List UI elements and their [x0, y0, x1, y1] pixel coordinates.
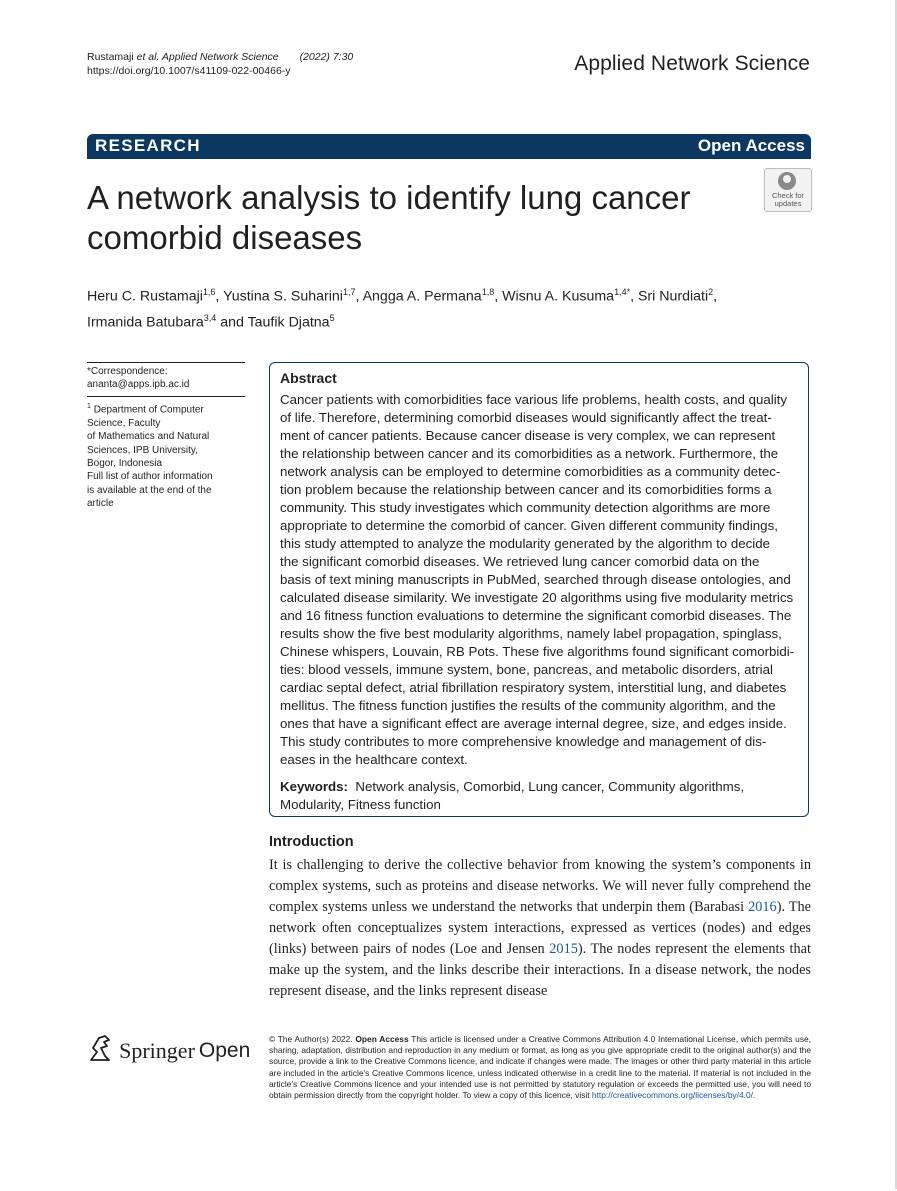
license-text: This article is licensed under a Creative Commons Attribution 4.0 International License, which permits use, sharing, adaptation, distribution and reproduction in any medium or format, as long as you give appropriate credit to the original author(s) and the source, provide a link to the Creative Commons licence, and indicate if changes were made. The images or other third party material in this article are included in the article’s Creative Commons licence, unless indicated otherwise in a credit line to the material. If material is not included in the article’s Creative Commons licence and your intended use is not permitted by statutory regulation or exceeds the permitted use, you will need to obtain permission directly from the copyright holder. To view a copy of this licence, visit: [269, 1034, 811, 1101]
intro-text: ). The network often conceptualizes system interactions, expressed as vertices (nodes) and edges (links) between pairs of nodes (Loe and Jensen: [269, 899, 811, 957]
abstract-line: ones that have a significant effect are average internal degree, size, and edges inside.: [280, 716, 787, 731]
abstract-heading: Abstract: [280, 370, 337, 386]
abstract-line: This study contributes to more comprehensive knowledge and management of dis-: [280, 734, 767, 749]
publisher-name: Springer: [119, 1038, 195, 1063]
journal-name: Applied Network Science: [574, 52, 810, 75]
citation-header: [87, 50, 353, 78]
abstract-line: calculated disease similarity. We investigate 20 algorithms using five modularity metrics: [280, 590, 794, 605]
abstract-line: Cancer patients with comorbidities face various life problems, health costs, and quality: [280, 392, 788, 407]
author-aff: 1,6: [202, 287, 216, 297]
abstract-line: the relationship between cancer and its comorbidities as a network. Furthermore, the: [280, 446, 779, 461]
bookmark-icon: [778, 172, 796, 190]
abstract-line: tion problem because the relationship between cancer and its comorbidities forms a: [280, 482, 772, 497]
correspondence-block: [87, 365, 245, 392]
abstract-line: ties: blood vessels, immune system, bone, pancreas, and metabolic disorders, atrial: [280, 662, 773, 677]
sidebar-rule-top: [87, 362, 245, 363]
author-aff: 3,4: [203, 312, 217, 323]
affiliation-line: Department of Computer: [93, 404, 204, 416]
affiliation-line: Sciences, IPB University,: [87, 444, 198, 456]
keywords-line: Network analysis, Comorbid, Lung cancer, Community algorithms,: [355, 779, 745, 794]
abstract-line: community. This study investigates which community detection algorithms are more: [280, 500, 771, 515]
affiliation-block: [87, 400, 245, 511]
affiliation-number: 1: [87, 403, 91, 410]
affiliation-line: Bogor, Indonesia: [87, 457, 163, 469]
abstract-line: this study attempted to analyze the modularity generated by the algorithm to decide: [280, 536, 771, 551]
keywords-line: Modularity, Fitness function: [280, 797, 441, 812]
correspondence-label: *Correspondence:: [87, 366, 168, 377]
author-aff: 5: [329, 312, 335, 323]
abstract-line: of life. Therefore, determining comorbid diseases would significantly affect the treat-: [280, 410, 772, 425]
author-aff: 1,7: [342, 287, 356, 297]
section-bar: [87, 134, 811, 159]
section-label: RESEARCH: [95, 136, 201, 155]
abstract-line: the significant comorbid diseases. We retrieved lung cancer comorbid data on the: [280, 554, 760, 569]
introduction-heading: Introduction: [269, 834, 354, 850]
author-aff: 1,8: [481, 287, 495, 297]
author-name: Irmanida Batubara: [87, 314, 204, 331]
publisher-logo: [87, 1034, 250, 1068]
abstract-line: ment of cancer patients. Because cancer disease is very complex, we can represent: [280, 428, 776, 443]
cite-author: Rustamaji: [87, 51, 134, 63]
abstract-line: network analysis can be employed to determine comorbidities as a community detec-: [280, 464, 781, 479]
license-prefix: © The Author(s) 2022.: [269, 1034, 353, 1044]
abstract-line: mellitus. The fitness function justifies the results of the community algorithm, and the: [280, 698, 776, 713]
cite-year: (2022) 7:30: [299, 51, 354, 63]
author-name: Sri Nurdiati: [637, 288, 709, 305]
author-name: Heru C. Rustamaji: [87, 288, 203, 305]
license-open-access: Open Access: [355, 1034, 409, 1044]
springer-horse-icon: [87, 1034, 113, 1068]
open-access-label: Open Access: [697, 136, 805, 155]
abstract-line: basis of text mining manuscripts in PubMed, searched through disease ontologies, and: [280, 572, 791, 587]
abstract-line: and 16 fitness function evaluations to determine the significant comorbid diseases. The: [280, 608, 792, 623]
intro-text: ). The nodes represent the elements that make up the system, and the links describe their interactions. In a disease network, the nodes represent disease, and the links represent disease: [269, 941, 812, 999]
abstract-line: appropriate to determine the comorbid of cancer. Given different community findings,: [280, 518, 778, 533]
doi-link[interactable]: https://doi.org/10.1007/s41109-022-00466-y: [87, 65, 291, 77]
keywords: [280, 778, 802, 814]
cite-journal: et al. Applied Network Science: [136, 51, 279, 63]
author-name: Taufik Djatna: [247, 314, 330, 331]
author-list: Heru C. Rustamaji$^{1,6}$, Yustina S. Suharini$^{1,7}$, Angga A. Permana$^{1,8}$, Wisnu A. Kusuma$^{1,4*}$, Sri Nurdiati$^2$, Irmanida Batubara$^{3,4}$ and Taufik Djatna$^5$: [87, 287, 718, 331]
keywords-label: Keywords:: [280, 779, 348, 794]
publisher-name-suffix: Open: [198, 1039, 251, 1062]
intro-text: It is challenging to derive the collective behavior from knowing the system’s components in complex systems, such as proteins and disease networks. We will never fully comprehend the complex systems unless we understand the networks that underpin them (Barabasi: [269, 857, 811, 915]
check-for-updates-badge[interactable]: [764, 168, 812, 212]
citation-link[interactable]: 2015: [549, 941, 578, 957]
abstract-line: cardiac septal defect, atrial fibrillation respiratory system, interstitial lung, and diabetes: [280, 680, 787, 695]
license-link[interactable]: http://creativecommons.org/licenses/by/4.0/: [591, 1090, 753, 1101]
article-title: A network analysis to identify lung cancer comorbid diseases: [87, 179, 691, 256]
badge-line1: Check for: [771, 191, 805, 200]
author-name: Wisnu A. Kusuma: [502, 288, 615, 305]
affiliation-line: Full list of author information: [87, 471, 213, 483]
abstract-box: [269, 362, 809, 817]
author-aff: 1,4*: [614, 287, 631, 297]
citation-link[interactable]: 2016: [748, 899, 777, 915]
author-name: Angga A. Permana: [362, 288, 482, 305]
abstract-body: [280, 391, 802, 769]
affiliation-line: is available at the end of the: [87, 484, 212, 496]
affiliation-line: article: [87, 498, 114, 510]
author-aff: 2: [708, 287, 714, 297]
correspondence-email[interactable]: ananta@apps.ipb.ac.id: [87, 379, 190, 391]
abstract-line: Chinese whispers, Louvain, RB Pots. These five algorithms found significant comorbidi-: [280, 644, 795, 659]
license-end: .: [752, 1090, 756, 1101]
affiliation-line: Science, Faculty: [87, 417, 161, 429]
author-name: Yustina S. Suharini: [223, 288, 343, 305]
license-notice: [269, 1034, 811, 1101]
abstract-line: results show the five best modularity algorithms, namely label propagation, spinglass,: [280, 626, 782, 641]
introduction-paragraph: [269, 855, 811, 1002]
badge-line2: updates: [774, 199, 802, 208]
sidebar-rule-mid: [87, 396, 245, 397]
abstract-line: eases in the healthcare context.: [280, 752, 468, 767]
affiliation-line: of Mathematics and Natural: [87, 431, 210, 443]
